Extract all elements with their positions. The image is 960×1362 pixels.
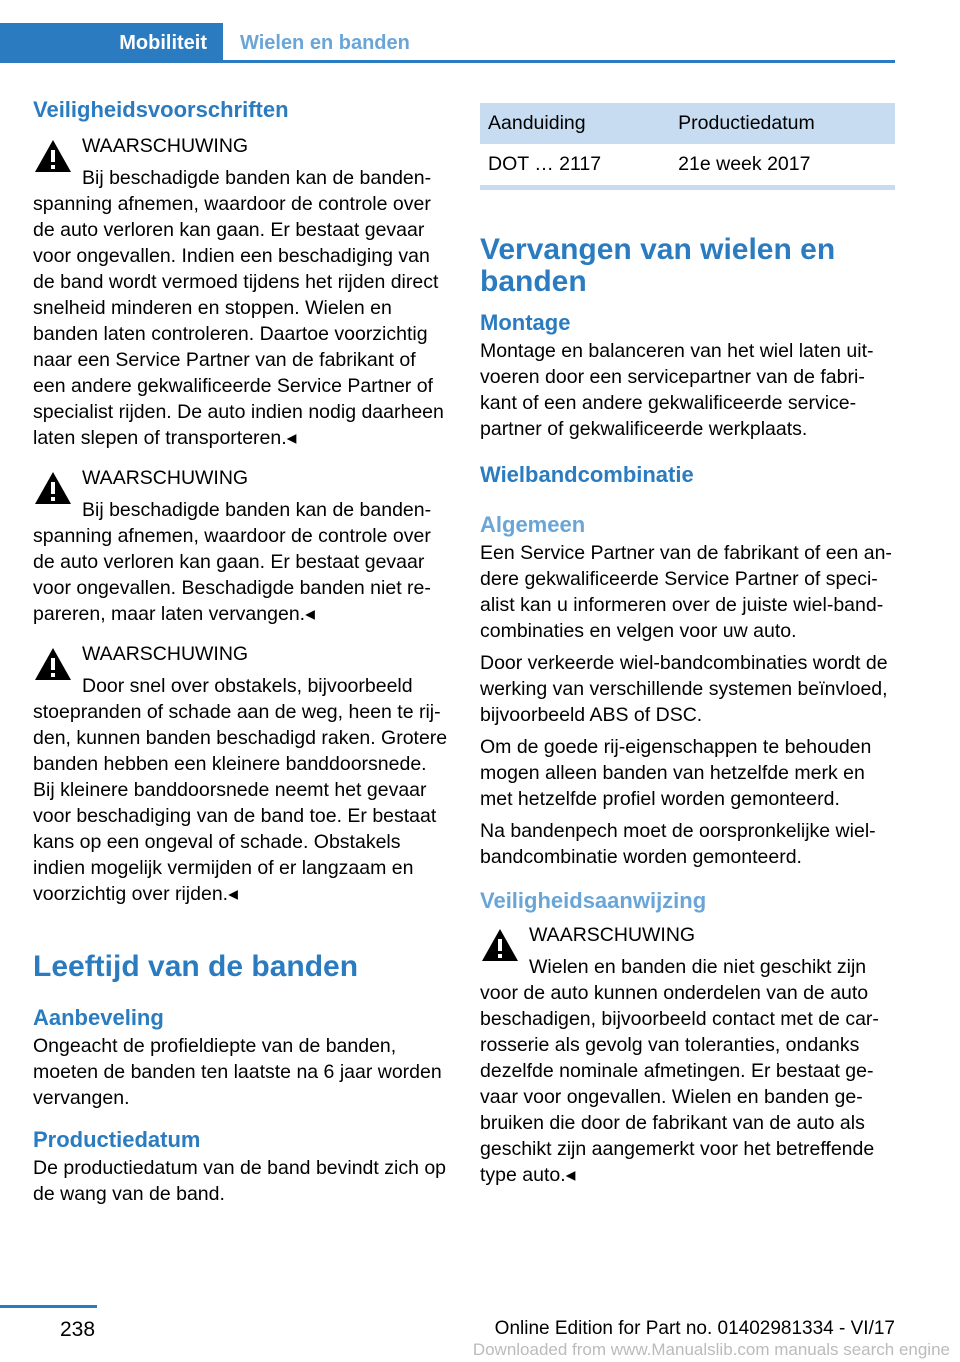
warning-text: Bij beschadigde banden kan de bandenspanning afnemen, waardoor de controle over de auto verloren kan gaan. Er bestaat gevaar voor ongevallen. Beschadigde banden niet repareren, maar laten vervangen.◂: [33, 499, 432, 625]
table-header-row: [480, 103, 895, 144]
warning-title: WAARSCHUWING: [82, 643, 249, 665]
paragraph-algemeen-4: Na bandenpech moet de oorspronkelijke wielbandcombinatie worden gemonteerd.: [480, 820, 876, 868]
page-header: [0, 0, 960, 64]
warning-title: WAARSCHUWING: [82, 467, 249, 489]
right-column: [480, 103, 895, 1188]
warning-block-1: [33, 133, 448, 451]
warning-block-2: [33, 465, 448, 627]
paragraph-aanbeveling: Ongeacht de profieldiepte van de banden, moeten de banden ten laatste na 6 jaar worden vervangen.: [33, 1035, 442, 1109]
warning-text: Door snel over obstakels, bijvoorbeeld stoepranden of schade aan de weg, heen te rijden, kunnen banden beschadigd raken. Grotere banden hebben een kleinere banddoorsnede. Bij kleinere banddoorsnede neemt het gevaar voor beschadiging van de band toe. Er bestaat kans op een ongeval of schade. Obstakels indien mogelijk vermijden of er langzaam en voorzichtig over rijden.◂: [33, 675, 448, 905]
warning-icon: [33, 645, 73, 683]
heading-wielbandcombinatie: Wielbandcombinatie: [480, 462, 694, 487]
heading-leeftijd-van-de-banden: Leeftijd van de banden: [33, 950, 359, 983]
paragraph-algemeen-3: Om de goede rij-eigenschappen te behouden mogen alleen banden van hetzelfde merk en met hetzelfde profiel worden gemonteerd.: [480, 736, 872, 810]
heading-montage: Montage: [480, 310, 571, 335]
heading-veiligheidsvoorschriften: Veiligheidsvoorschriften: [33, 97, 289, 122]
warning-title: WAARSCHUWING: [529, 924, 696, 946]
warning-icon: [33, 469, 73, 507]
paragraph-algemeen-1: Een Service Partner van de fabrikant of een andere gekwalificeerde Service Partner of specialist kan u informeren over de juiste wiel-bandcombinaties en velgen voor uw auto.: [480, 542, 892, 642]
footer-divider: [0, 1305, 97, 1308]
warning-text: Bij beschadigde banden kan de bandenspanning afnemen, waardoor de controle over de auto verloren kan gaan. Er bestaat gevaar voor ongevallen. Indien een beschadiging van de band wordt vermoed tijdens het rijden direct snelheid minderen en stoppen. Wielen en banden laten controleren. Daartoe voorzichtig naar een Service Partner van de fabrikant of een andere gekwalificeerde Service Partner of specialist rijden. De auto indien nodig daarheen laten slepen of transporteren.◂: [33, 167, 444, 449]
warning-block-3: [33, 641, 448, 907]
paragraph-algemeen-2: Door verkeerde wiel-bandcombinaties wordt de werking van verschillende systemen beïnvloed, bijvoorbeeld ABS of DSC.: [480, 652, 888, 726]
warning-title: WAARSCHUWING: [82, 135, 249, 157]
edition-text: Online Edition for Part no. 01402981334 - VI/17: [494, 1318, 895, 1339]
table-cell: 21e week 2017: [678, 153, 811, 175]
warning-text: Wielen en banden die niet geschikt zijn voor de auto kunnen onderdelen van de auto beschadigen, bijvoorbeeld contact met de carrosserie als gevolg van toleranties, ondanks dezelfde nominale afmetingen. Er bestaat gevaar voor ongevallen. Wielen en banden gebruiken die door de fabrikant van de auto als geschikt zijn aangemerkt voor het betreffende type auto.◂: [480, 956, 879, 1186]
tab-mobiliteit[interactable]: Mobiliteit: [0, 23, 223, 63]
watermark-text: Downloaded from www.Manualslib.com manuals search engine: [472, 1340, 950, 1359]
header-divider: [0, 60, 895, 63]
heading-vervangen-van-wielen: Vervangen van wielen en banden: [480, 233, 836, 298]
heading-aanbeveling: Aanbeveling: [33, 1005, 164, 1030]
heading-algemeen: Algemeen: [480, 512, 586, 537]
table-header-cell: Aanduiding: [480, 103, 670, 144]
production-date-table: [480, 103, 895, 185]
tab-wielen-en-banden[interactable]: Wielen en banden: [240, 31, 410, 54]
left-column: [33, 95, 448, 1207]
table-header-cell: Productiedatum: [670, 103, 895, 144]
warning-icon: [33, 137, 73, 175]
heading-productiedatum: Productiedatum: [33, 1127, 201, 1152]
table-cell: DOT … 2117: [488, 153, 602, 175]
page-number: 238: [60, 1318, 96, 1341]
table-row: [480, 144, 895, 185]
heading-veiligheidsaanwijzing: Veiligheidsaanwijzing: [480, 888, 707, 913]
warning-icon: [480, 926, 520, 964]
table-bottom-rule: [480, 185, 895, 190]
warning-block-4: [480, 922, 895, 1188]
paragraph-productiedatum: De productiedatum van de band bevindt zich op de wang van de band.: [33, 1157, 447, 1205]
paragraph-montage: Montage en balanceren van het wiel laten uitvoeren door een servicepartner van de fabrikant of een andere gekwalificeerde servicepartner of gekwalificeerde werkplaats.: [480, 340, 874, 440]
